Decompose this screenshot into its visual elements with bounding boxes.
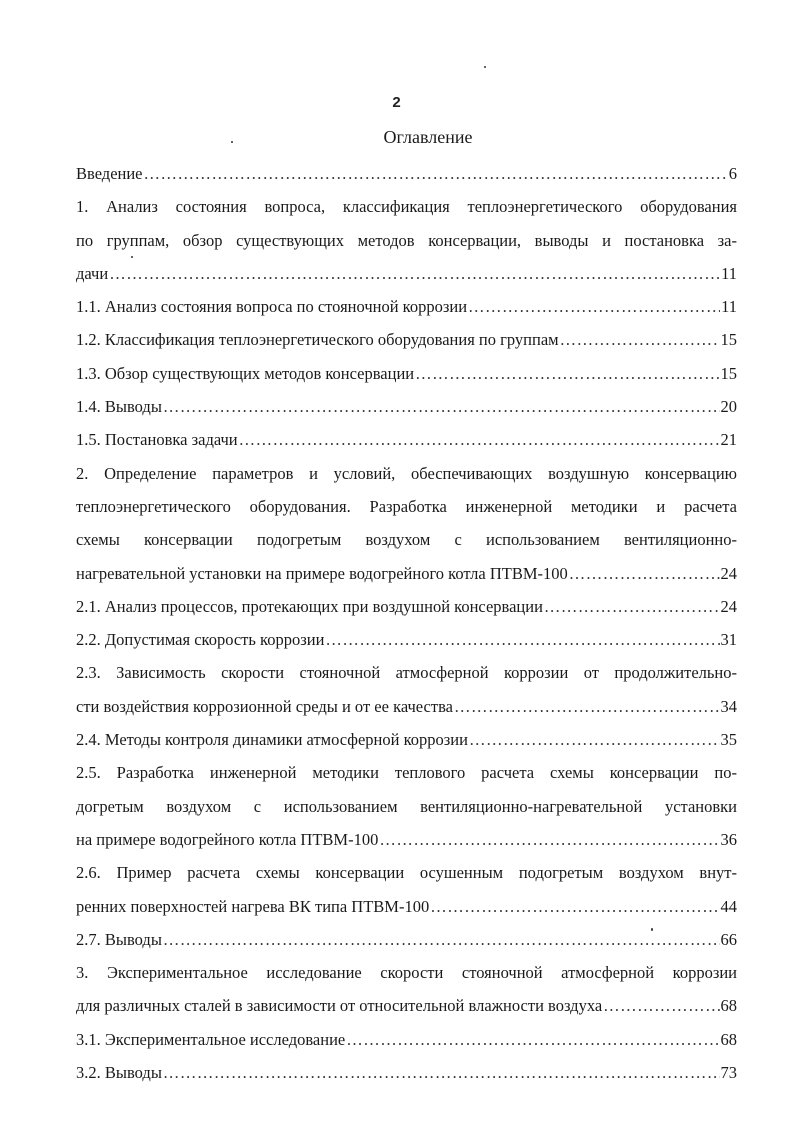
toc-entry: [76, 623, 737, 656]
toc-entry-text: 2.7. Выводы: [76, 929, 162, 949]
dot-leader: [163, 390, 720, 423]
toc-entry-line: догретым воздухом с использованием вентиляционно-нагревательной установки: [76, 796, 737, 816]
toc-entry-line: 2. Определение параметров и условий, обеспечивающих воздушную консервацию: [76, 463, 737, 483]
toc-entry-text: 3.2. Выводы: [76, 1063, 162, 1083]
toc-page-number: 31: [720, 630, 737, 650]
toc-entry-last-line: [76, 1056, 737, 1089]
dot-leader: [430, 890, 719, 923]
toc-entry-text: 1.4. Выводы: [76, 397, 162, 417]
toc-page-number: 15: [720, 330, 737, 350]
toc-entry-text: 2.2. Допустимая скорость коррозии: [76, 630, 325, 650]
dot-leader: [163, 923, 720, 956]
toc-entry-line: 2.6. Пример расчета схемы консервации осушенным подогретым воздухом внут-: [76, 863, 737, 883]
dot-leader: [469, 723, 720, 756]
toc-entry-last-line: [76, 357, 737, 390]
toc-entry-line: 2.3. Зависимость скорости стояночной атмосферной коррозии от продолжительно-: [76, 663, 737, 683]
scan-speck: [131, 256, 133, 258]
toc-entry-text: 2.4. Методы контроля динамики атмосферной коррозии: [76, 730, 468, 750]
toc-entry: [76, 756, 737, 856]
toc-page-number: 36: [720, 829, 737, 849]
toc-entry-line: 1. Анализ состояния вопроса, классификация теплоэнергетического оборудования: [76, 197, 737, 217]
toc-entry: [76, 656, 737, 723]
dot-leader: [163, 1056, 720, 1089]
toc-entry-last-line: [76, 1023, 737, 1056]
toc-title: Оглавление: [383, 127, 473, 147]
toc-entry-text: ренних поверхностей нагрева ВК типа ПТВМ-100: [76, 896, 430, 916]
toc-page-number: 15: [720, 363, 737, 383]
dot-leader: [144, 157, 728, 190]
toc-page-number: 21: [720, 430, 737, 450]
toc-entry-line: 2.5. Разработка инженерной методики теплового расчета схемы консервации по-: [76, 763, 737, 783]
toc-entry: [76, 590, 737, 623]
dot-leader: [603, 989, 719, 1022]
toc-entry-text: 1.3. Обзор существующих методов консервации: [76, 363, 415, 383]
toc-entry: [76, 856, 737, 923]
toc-entry-last-line: [76, 423, 737, 456]
dot-leader: [560, 323, 720, 356]
toc-page-number: 11: [721, 263, 737, 283]
toc-entry-last-line: [76, 590, 737, 623]
toc-entry-line: по группам, обзор существующих методов консервации, выводы и постановка за-: [76, 230, 737, 250]
toc-entry-last-line: [76, 157, 737, 190]
toc-entry: [76, 357, 737, 390]
toc-entry-text: 1.5. Постановка задачи: [76, 430, 238, 450]
toc-page-number: 6: [728, 164, 737, 183]
table-of-contents: [76, 157, 737, 1089]
toc-entry: [76, 723, 737, 756]
toc-page-number: 24: [720, 596, 737, 616]
dot-leader: [415, 357, 719, 390]
toc-page-number: 20: [720, 397, 737, 417]
toc-entry: [76, 290, 737, 323]
dot-leader: [346, 1023, 719, 1056]
toc-entry-text: на примере водогрейного котла ПТВМ-100: [76, 829, 379, 849]
toc-entry-line: схемы консервации подогретым воздухом с использованием вентиляционно-: [76, 530, 737, 550]
toc-entry-text: 3.1. Экспериментальное исследование: [76, 1029, 346, 1049]
toc-entry-text: дачи: [76, 263, 109, 283]
toc-entry: [76, 1023, 737, 1056]
toc-entry-last-line: [76, 623, 737, 656]
toc-entry-text: 2.1. Анализ процессов, протекающих при воздушной консервации: [76, 596, 543, 616]
dot-leader: [109, 257, 720, 290]
toc-page-number: 11: [721, 297, 737, 317]
toc-entry-last-line: [76, 690, 737, 723]
toc-page-number: 44: [720, 896, 737, 916]
toc-entry-last-line: [76, 723, 737, 756]
dot-leader: [239, 423, 720, 456]
toc-entry-text: Введение: [76, 164, 143, 183]
toc-page-number: 66: [720, 929, 737, 949]
toc-entry-line: 3. Экспериментальное исследование скорости стояночной атмосферной коррозии: [76, 963, 737, 983]
scan-speck: [231, 141, 233, 143]
toc-entry: [76, 157, 737, 190]
toc-page-number: 68: [720, 996, 737, 1016]
toc-entry-text: 1.1. Анализ состояния вопроса по стояночной коррозии: [76, 297, 468, 317]
dot-leader: [569, 557, 720, 590]
toc-entry: [76, 956, 737, 1023]
toc-entry-last-line: [76, 323, 737, 356]
toc-entry: [76, 923, 737, 956]
toc-entry-last-line: [76, 823, 737, 856]
toc-entry: [76, 190, 737, 290]
dot-leader: [544, 590, 720, 623]
toc-entry-last-line: [76, 557, 737, 590]
scan-speck: [651, 928, 653, 931]
toc-entry: [76, 1056, 737, 1089]
toc-entry-last-line: [76, 890, 737, 923]
toc-entry-last-line: [76, 923, 737, 956]
dot-leader: [454, 690, 720, 723]
toc-entry: [76, 390, 737, 423]
toc-page-number: 24: [720, 563, 737, 583]
dot-leader: [325, 623, 719, 656]
toc-entry-text: 1.2. Классификация теплоэнергетического оборудования по группам: [76, 330, 559, 350]
toc-entry-text: для различных сталей в зависимости от относительной влажности воздуха: [76, 996, 603, 1016]
toc-entry-last-line: [76, 290, 737, 323]
scan-speck: [484, 66, 486, 68]
toc-entry: [76, 457, 737, 590]
toc-entry-last-line: [76, 257, 737, 290]
page-number: 2: [392, 94, 401, 111]
toc-entry-text: нагревательной установки на примере водогрейного котла ПТВМ-100: [76, 563, 568, 583]
toc-page-number: 35: [720, 730, 737, 750]
toc-entry-last-line: [76, 390, 737, 423]
toc-page-number: 73: [720, 1063, 737, 1083]
toc-entry: [76, 423, 737, 456]
toc-entry-last-line: [76, 989, 737, 1022]
toc-page-number: 34: [720, 696, 737, 716]
toc-page-number: 68: [720, 1029, 737, 1049]
dot-leader: [379, 823, 719, 856]
toc-entry: [76, 323, 737, 356]
dot-leader: [468, 290, 720, 323]
toc-entry-text: сти воздействия коррозионной среды и от ее качества: [76, 696, 453, 716]
toc-entry-line: теплоэнергетического оборудования. Разработка инженерной методики и расчета: [76, 496, 737, 516]
